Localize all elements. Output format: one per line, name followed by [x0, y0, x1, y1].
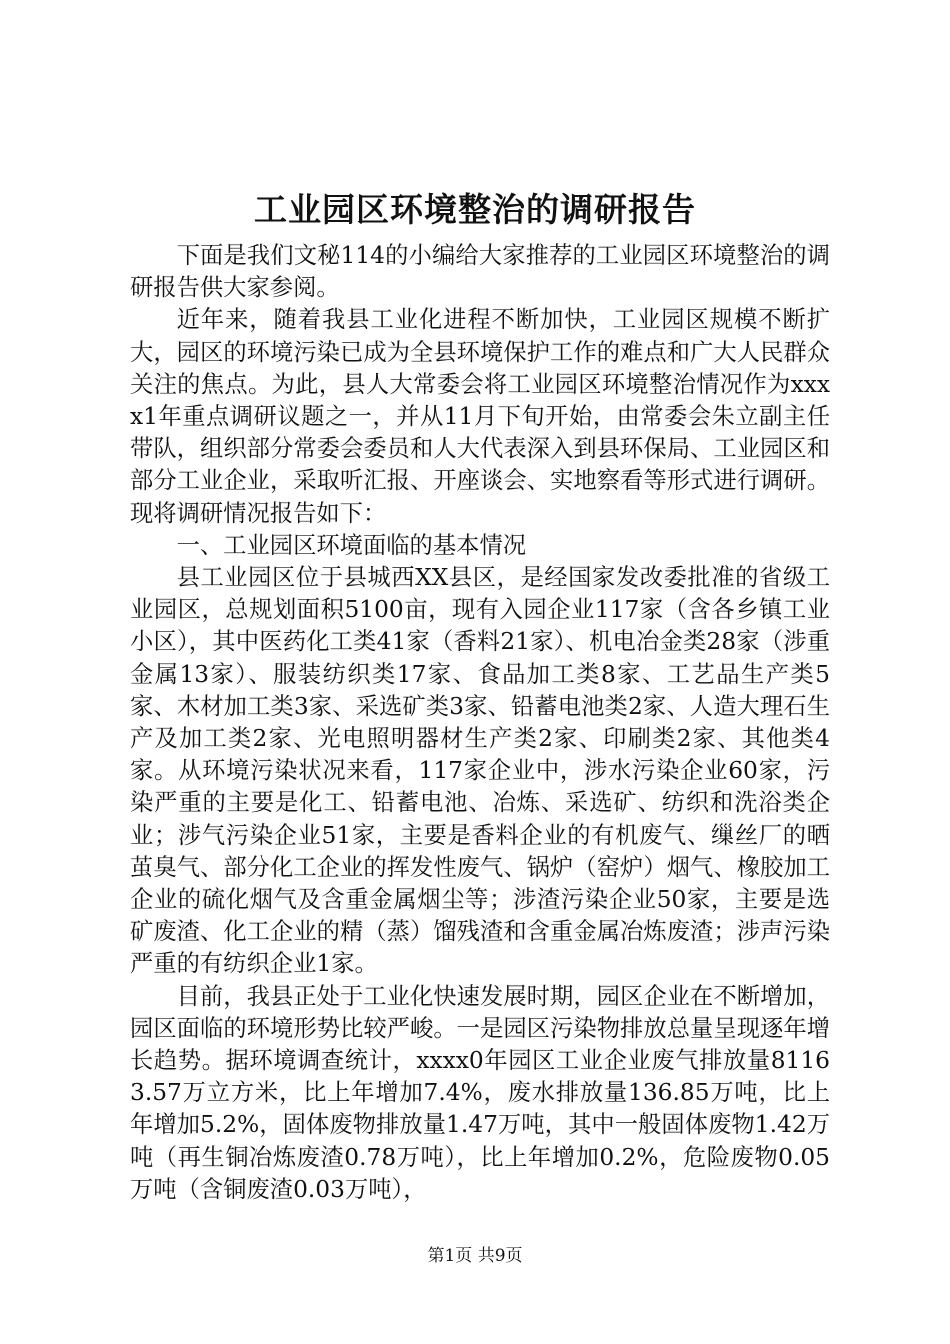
document-title: 工业园区环境整治的调研报告	[254, 190, 696, 229]
paragraph-park-overview: 县工业园区位于县城西XX县区，是经国家发改委批准的省级工业园区，总规划面积5100亩，现有入园企业117家（含各乡镇工业小区），其中医药化工类41家（香料21家）、机电冶金类28家（涉重金属13家）、服装纺织类17家、食品加工类8家、工艺品生产类5家、木材加工类3家、采选矿类3家、铅蓄电池类2家、人造大理石生产及加工类2家、光电照明器材生产类2家、印刷类2家、其他类4家。从环境污染状况来看，117家企业中，涉水污染企业60家，污染严重的主要是化工、铅蓄电池、冶炼、采选矿、纺织和洗浴类企业；涉气污染企业51家，主要是香料企业的有机废气、缫丝厂的晒茧臭气、部分化工企业的挥发性废气、锅炉（窑炉）烟气、橡胶加工企业的硫化烟气及含重金属烟尘等；涉渣污染企业50家，主要是选矿废渣、化工企业的精（蒸）馏残渣和含重金属冶炼废渣；涉声污染严重的有纺织企业1家。	[130, 564, 830, 978]
page-footer: 第1页 共9页	[427, 1246, 523, 1266]
paragraph-intro: 下面是我们文秘114的小编给大家推荐的工业园区环境整治的调研报告供大家参阅。	[130, 242, 830, 302]
document-body	[130, 240, 830, 1206]
paragraph-current-situation: 目前，我县正处于工业化快速发展时期，园区企业在不断增加，园区面临的环境形势比较严峻。一是园区污染物排放总量呈现逐年增长趋势。据环境调查统计，xxxx0年园区工业企业废气排放量81163.57万立方米，比上年增加7.4%，废水排放量136.85万吨，比上年增加5.2%，固体废物排放量1.47万吨，其中一般固体废物1.42万吨（再生铜冶炼废渣0.78万吨），比上年增加0.2%，危险废物0.05万吨（含铜废渣0.03万吨），	[130, 982, 830, 1203]
paragraph-background: 近年来，随着我县工业化进程不断加快，工业园区规模不断扩大，园区的环境污染已成为全县环境保护工作的难点和广大人民群众关注的焦点。为此，县人大常委会将工业园区环境整治情况作为xxxx1年重点调研议题之一，并从11月下旬开始，由常委会朱立副主任带队，组织部分常委会委员和人大代表深入到县环保局、工业园区和部分工业企业，采取听汇报、开座谈会、实地察看等形式进行调研。现将调研情况报告如下：	[130, 306, 830, 527]
section-heading-1: 一、工业园区环境面临的基本情况	[176, 531, 527, 559]
